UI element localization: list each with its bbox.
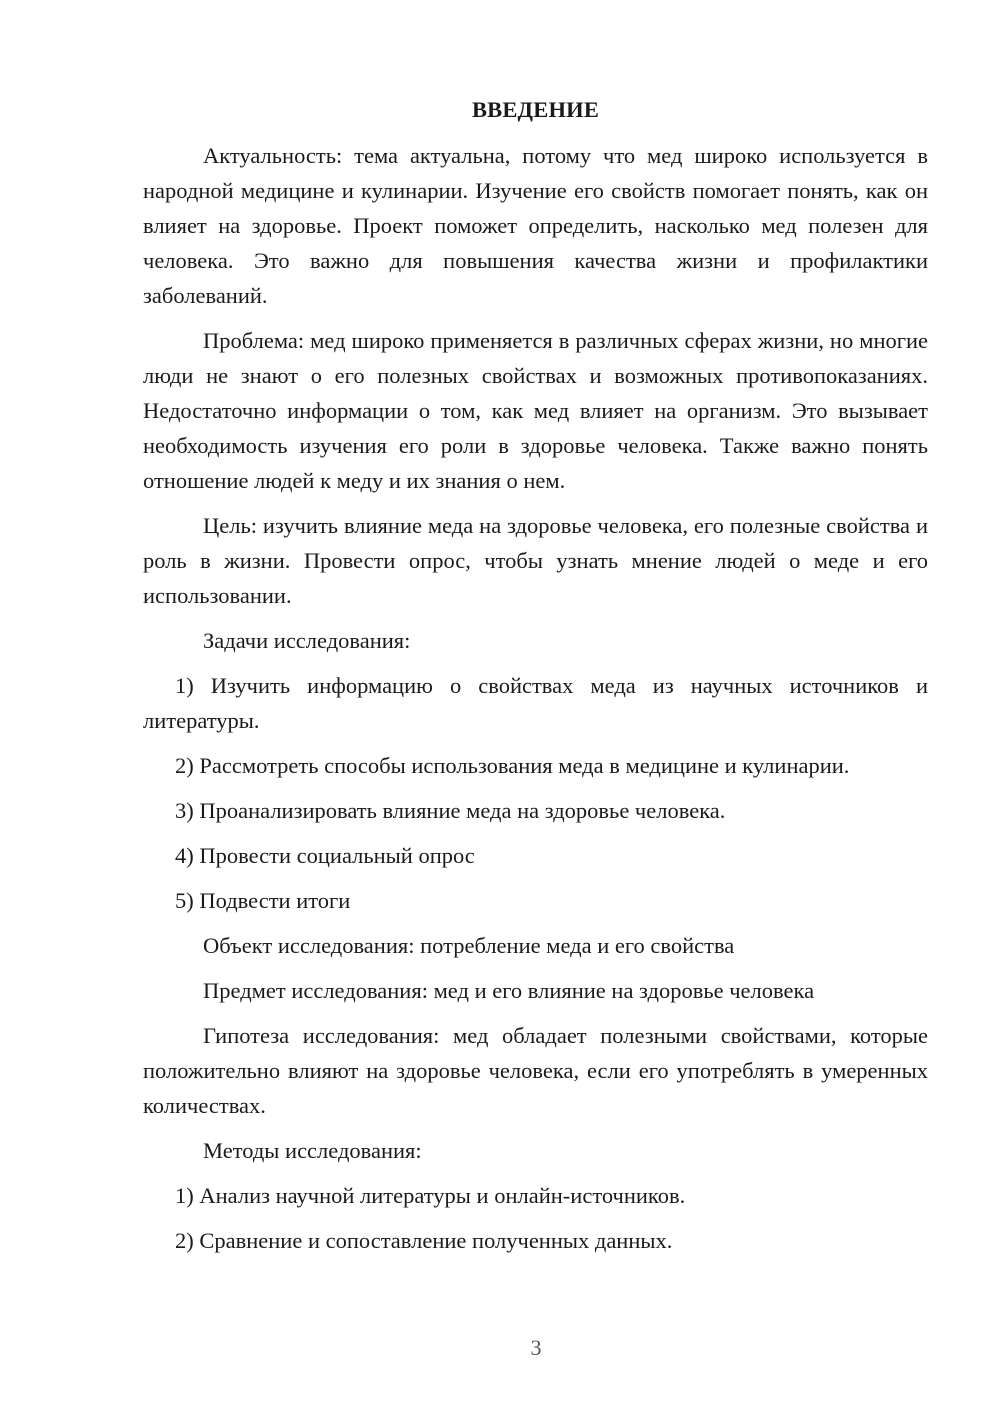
task-item-2: 2) Рассмотреть способы использования меда в медицине и кулинарии. xyxy=(175,753,850,778)
method-item-1: 1) Анализ научной литературы и онлайн-источников. xyxy=(175,1183,686,1208)
research-object: Объект исследования: потребление меда и его свойства xyxy=(203,933,735,958)
method-item-2: 2) Сравнение и сопоставление полученных данных. xyxy=(175,1228,673,1253)
page-content xyxy=(143,94,928,1268)
page-title: ВВЕДЕНИЕ xyxy=(471,97,600,122)
tasks-heading: Задачи исследования: xyxy=(203,628,411,653)
hypothesis-paragraph: Гипотеза исследования: мед обладает полезными свойствами, которые положительно влияют на здоровье человека, если его употреблять в умеренных количествах. xyxy=(143,1023,928,1118)
goal-paragraph: Цель: изучить влияние меда на здоровье человека, его полезные свойства и роль в жизни. Провести опрос, чтобы узнать мнение людей о меде и его использовании. xyxy=(143,513,928,608)
task-item-1: 1) Изучить информацию о свойствах меда из научных источников и литературы. xyxy=(143,673,928,733)
task-item-4: 4) Провести социальный опрос xyxy=(175,843,475,868)
task-item-3: 3) Проанализировать влияние меда на здоровье человека. xyxy=(175,798,726,823)
page-number: 3 xyxy=(530,1335,542,1360)
research-subject: Предмет исследования: мед и его влияние на здоровье человека xyxy=(203,978,815,1003)
methods-heading: Методы исследования: xyxy=(203,1138,422,1163)
problem-paragraph: Проблема: мед широко применяется в различных сферах жизни, но многие люди не знают о его полезных свойствах и возможных противопоказаниях. Недостаточно информации о том, как мед влияет на организм. Это вызывает необходимость изучения его роли в здоровье человека. Также важно понять отношение людей к меду и их знания о нем. xyxy=(143,328,928,493)
relevance-paragraph: Актуальность: тема актуальна, потому что мед широко используется в народной медицине и кулинарии. Изучение его свойств помогает понять, как он влияет на здоровье. Проект поможет определить, насколько мед полезен для человека. Это важно для повышения качества жизни и профилактики заболеваний. xyxy=(143,143,928,308)
task-item-5: 5) Подвести итоги xyxy=(175,888,351,913)
